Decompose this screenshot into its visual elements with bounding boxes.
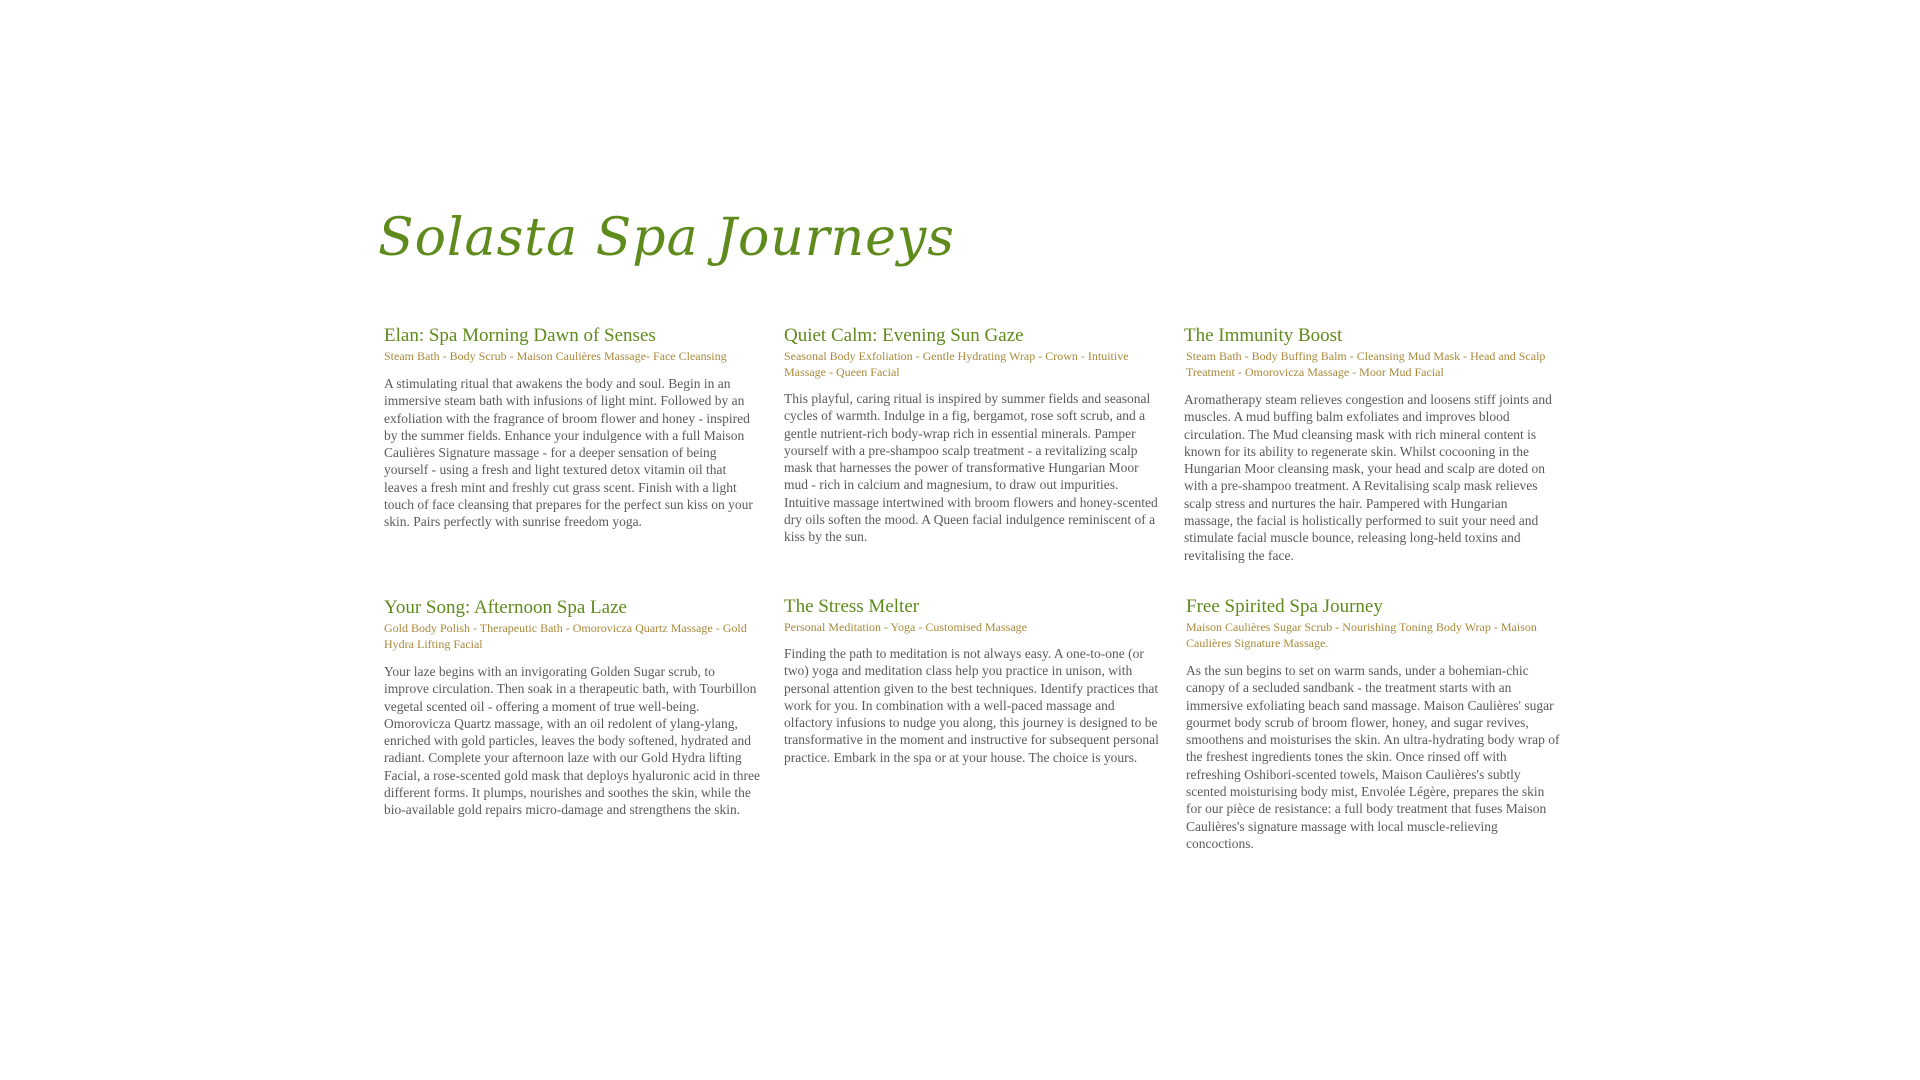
journey-description: Finding the path to meditation is not always easy. A one-to-one (or two) yoga and meditation class help you practice in unison, with personal attention given to the best techniques. Identify practices that work for you. In combination with a well-paced massage and olfactory infusions to nudge you along, this journey is designed to be transformative in the moment and instructive for subsequent personal practice. Embark in the spa or at your house. The choice is yours. <box>784 646 1159 765</box>
journey-description: This playful, caring ritual is inspired by summer fields and seasonal cycles of warmth. Indulge in a fig, bergamot, rose soft scrub, and a gentle nutrient-rich body-wrap rich in essential minerals. Pamper yourself with a pre-shampoo scalp treatment - a revitalizing scalp mask that harnesses the power of transformative Hungarian Moor mud - rich in calcium and magnesium, to draw out impurities. Intuitive massage intertwined with broom flowers and honey-scented dry oils soften the mood. A Queen facial indulgence reminiscent of a kiss by the sun. <box>784 391 1158 545</box>
page-title: Solasta Spa Journeys <box>378 208 955 268</box>
journey-title: Your Song: Afternoon Spa Laze <box>384 597 627 618</box>
journey-description: Aromatherapy steam relieves congestion and loosens stiff joints and muscles. A mud buffing balm exfoliates and improves blood circulation. The Mud cleansing mask with rich mineral content is known for its ability to regenerate skin. Whilst cocooning in the Hungarian Moor cleansing mask, your head and scalp are doted on with a pre-shampoo treatment. A Revitalising scalp mask relieves scalp stress and nurtures the hair. Pampered with Hungarian massage, the facial is holistically performed to suit your need and stimulate facial muscle bounce, releasing long-held toxins and revitalising the face. <box>1184 392 1552 563</box>
journey-title: Elan: Spa Morning Dawn of Senses <box>384 325 656 346</box>
journey-treatments: Seasonal Body Exfoliation - Gentle Hydrating Wrap - Crown - Intuitive Massage - Queen Facial <box>784 349 1129 379</box>
journey-title: The Stress Melter <box>784 596 920 617</box>
journey-title: Quiet Calm: Evening Sun Gaze <box>784 325 1024 346</box>
journey-description: As the sun begins to set on warm sands, under a bohemian-chic canopy of a secluded sandbank - the treatment starts with an immersive exfoliating beach sand massage. Maison Caulières' sugar gourmet body scrub of broom flower, honey, and sugar revives, smoothens and moisturises the skin. An ultra-hydrating body wrap of the freshest ingredients tones the skin. Once rinsed off with refreshing Oshibori-scented towels, Maison Caulières's subtly scented moisturising body mist, Envolée Légère, prepares the skin for our pièce de resistance: a full body treatment that fuses Maison Caulières's signature massage with local muscle-relieving concoctions. <box>1186 663 1560 851</box>
journey-treatments: Personal Meditation - Yoga - Customised Massage <box>784 620 1027 634</box>
journey-title: The Immunity Boost <box>1184 325 1343 346</box>
journey-treatments: Maison Caulières Sugar Scrub - Nourishing Toning Body Wrap - Maison Caulières Signature Massage. <box>1186 620 1537 650</box>
journey-card-elan <box>384 325 760 531</box>
journey-card-quiet-calm <box>784 325 1160 546</box>
journey-treatments: Steam Bath - Body Scrub - Maison Caulières Massage- Face Cleansing <box>384 349 727 363</box>
journey-title: Free Spirited Spa Journey <box>1186 596 1383 617</box>
journey-description: Your laze begins with an invigorating Golden Sugar scrub, to improve circulation. Then soak in a therapeutic bath, with Tourbillon vegetal scented oil - offering a moment of true well-being. Omorovicza Quartz massage, with an oil redolent of ylang-ylang, enriched with gold particles, leaves the body softened, hydrated and radiant. Complete your afternoon laze with our Gold Hydra lifting Facial, a rose-scented gold mask that deploys hyaluronic acid in three different forms. It plumps, nourishes and soothes the skin, while the bio-available gold repairs micro-damage and strengthens the skin. <box>384 664 761 818</box>
journey-treatments: Steam Bath - Body Buffing Balm - Cleansing Mud Mask - Head and Scalp Treatment - Omorovicza Massage - Moor Mud Facial <box>1186 349 1546 379</box>
journey-treatments: Gold Body Polish - Therapeutic Bath - Omorovicza Quartz Massage - Gold Hydra Lifting Facial <box>384 621 747 651</box>
journey-card-stress-melter <box>784 596 1160 766</box>
journey-card-immunity-boost <box>1184 325 1560 564</box>
journey-card-free-spirited <box>1186 596 1562 852</box>
journey-card-your-song <box>384 597 760 819</box>
journey-description: A stimulating ritual that awakens the body and soul. Begin in an immersive steam bath with infusions of light mint. Followed by an exfoliation with the fragrance of broom flower and honey - inspired by the summer fields. Enhance your indulgence with a full Maison Caulières Signature massage - for a deeper sensation of being yourself - using a fresh and light textured detox vitamin oil that leaves a fresh mint and freshly cut grass scent. Finish with a light touch of face cleansing that prepares for the perfect sun kiss on your skin. Pairs perfectly with sunrise freedom yoga. <box>384 376 753 530</box>
